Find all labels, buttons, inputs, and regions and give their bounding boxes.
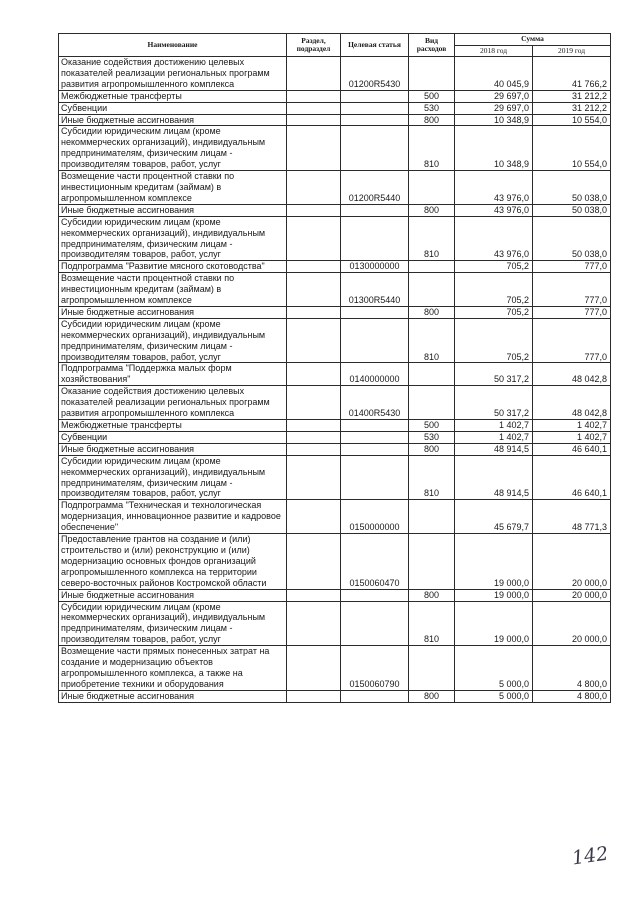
- cell-sum-2018: 29 697,0: [455, 102, 533, 114]
- cell-type: 800: [409, 589, 455, 601]
- cell-section: [287, 90, 341, 102]
- cell-type: [409, 363, 455, 386]
- cell-type: 810: [409, 216, 455, 261]
- cell-name: Иные бюджетные ассигнования: [59, 306, 287, 318]
- cell-sum-2019: 31 212,2: [533, 102, 611, 114]
- cell-type: [409, 534, 455, 590]
- cell-type: 810: [409, 601, 455, 646]
- cell-type: [409, 171, 455, 205]
- table-row: [59, 306, 611, 318]
- cell-sum-2019: 777,0: [533, 318, 611, 363]
- cell-article: [341, 589, 409, 601]
- cell-name: Возмещение части процентной ставки по инвестиционным кредитам (займам) в агропромышленном комплексе: [59, 273, 287, 307]
- cell-section: [287, 500, 341, 534]
- cell-sum-2019: 4 800,0: [533, 690, 611, 702]
- cell-type: [409, 646, 455, 691]
- cell-name: Оказание содействия достижению целевых показателей реализации региональных программ развития агропромышленного комплекса: [59, 386, 287, 420]
- cell-sum-2018: 48 914,5: [455, 455, 533, 500]
- cell-sum-2019: 20 000,0: [533, 589, 611, 601]
- cell-sum-2019: 50 038,0: [533, 216, 611, 261]
- table-row: [59, 690, 611, 702]
- cell-sum-2019: 48 042,8: [533, 363, 611, 386]
- cell-section: [287, 216, 341, 261]
- cell-type: 810: [409, 455, 455, 500]
- cell-article: 01200R5430: [341, 57, 409, 91]
- cell-name: Субсидии юридическим лицам (кроме некоммерческих организаций), индивидуальным предпринимателям, физическим лицам - производителям товаров, работ, услуг: [59, 216, 287, 261]
- cell-article: 0150060790: [341, 646, 409, 691]
- table-row: [59, 443, 611, 455]
- cell-section: [287, 646, 341, 691]
- cell-article: 01400R5430: [341, 386, 409, 420]
- header-sum: Сумма: [455, 34, 611, 46]
- cell-article: [341, 216, 409, 261]
- table-row: [59, 114, 611, 126]
- cell-sum-2018: 19 000,0: [455, 534, 533, 590]
- cell-name: Оказание содействия достижению целевых показателей реализации региональных программ развития агропромышленного комплекса: [59, 57, 287, 91]
- header-year-2018: 2018 год: [455, 45, 533, 57]
- table-row: [59, 363, 611, 386]
- table-row: [59, 646, 611, 691]
- table-row: [59, 261, 611, 273]
- header-year-2019: 2019 год: [533, 45, 611, 57]
- cell-article: [341, 306, 409, 318]
- cell-sum-2018: 45 679,7: [455, 500, 533, 534]
- cell-name: Иные бюджетные ассигнования: [59, 690, 287, 702]
- cell-name: Межбюджетные трансферты: [59, 420, 287, 432]
- cell-sum-2019: 20 000,0: [533, 601, 611, 646]
- table-row: [59, 126, 611, 171]
- cell-type: 810: [409, 126, 455, 171]
- cell-article: [341, 431, 409, 443]
- cell-sum-2019: 46 640,1: [533, 443, 611, 455]
- cell-article: [341, 455, 409, 500]
- cell-name: Предоставление грантов на создание и (или) строительство и (или) реконструкцию и (или) модернизацию основных фондов организаций агропромышленного комплекса на территории северо-восточных районов Костромской области: [59, 534, 287, 590]
- cell-section: [287, 455, 341, 500]
- cell-sum-2019: 777,0: [533, 273, 611, 307]
- budget-document: [58, 33, 610, 703]
- cell-section: [287, 431, 341, 443]
- cell-section: [287, 306, 341, 318]
- cell-sum-2018: 1 402,7: [455, 431, 533, 443]
- cell-section: [287, 386, 341, 420]
- cell-sum-2018: 10 348,9: [455, 126, 533, 171]
- cell-type: 800: [409, 306, 455, 318]
- header-row: [59, 34, 611, 46]
- cell-sum-2019: 10 554,0: [533, 114, 611, 126]
- cell-sum-2019: 48 771,3: [533, 500, 611, 534]
- table-row: [59, 589, 611, 601]
- cell-section: [287, 420, 341, 432]
- cell-name: Подпрограмма "Поддержка малых форм хозяйствования": [59, 363, 287, 386]
- table-row: [59, 455, 611, 500]
- cell-type: 810: [409, 318, 455, 363]
- cell-article: 0130000000: [341, 261, 409, 273]
- cell-sum-2018: 43 976,0: [455, 171, 533, 205]
- cell-sum-2018: 705,2: [455, 318, 533, 363]
- cell-name: Иные бюджетные ассигнования: [59, 589, 287, 601]
- cell-section: [287, 57, 341, 91]
- cell-type: 530: [409, 431, 455, 443]
- cell-section: [287, 204, 341, 216]
- table-row: [59, 420, 611, 432]
- cell-section: [287, 589, 341, 601]
- cell-section: [287, 171, 341, 205]
- cell-type: [409, 57, 455, 91]
- cell-sum-2018: 10 348,9: [455, 114, 533, 126]
- header-type: Вид расходов: [409, 34, 455, 57]
- cell-section: [287, 690, 341, 702]
- table-row: [59, 500, 611, 534]
- cell-name: Возмещение части процентной ставки по инвестиционным кредитам (займам) в агропромышленном комплексе: [59, 171, 287, 205]
- cell-section: [287, 363, 341, 386]
- budget-table: [58, 33, 611, 703]
- cell-sum-2018: 40 045,9: [455, 57, 533, 91]
- cell-sum-2019: 50 038,0: [533, 171, 611, 205]
- cell-article: [341, 601, 409, 646]
- cell-section: [287, 261, 341, 273]
- cell-type: 800: [409, 204, 455, 216]
- cell-type: [409, 273, 455, 307]
- cell-type: 530: [409, 102, 455, 114]
- cell-section: [287, 114, 341, 126]
- cell-section: [287, 126, 341, 171]
- cell-sum-2018: 5 000,0: [455, 646, 533, 691]
- cell-article: [341, 90, 409, 102]
- cell-name: Субсидии юридическим лицам (кроме некоммерческих организаций), индивидуальным предпринимателям, физическим лицам - производителям товаров, работ, услуг: [59, 455, 287, 500]
- cell-article: [341, 126, 409, 171]
- header-name: Наименование: [59, 34, 287, 57]
- cell-type: 800: [409, 443, 455, 455]
- table-row: [59, 386, 611, 420]
- cell-sum-2019: 41 766,2: [533, 57, 611, 91]
- cell-sum-2019: 50 038,0: [533, 204, 611, 216]
- cell-section: [287, 601, 341, 646]
- table-row: [59, 601, 611, 646]
- cell-sum-2018: 43 976,0: [455, 216, 533, 261]
- cell-section: [287, 102, 341, 114]
- cell-sum-2018: 19 000,0: [455, 589, 533, 601]
- cell-name: Подпрограмма "Развитие мясного скотоводства": [59, 261, 287, 273]
- cell-type: 800: [409, 690, 455, 702]
- cell-type: [409, 386, 455, 420]
- cell-sum-2019: 46 640,1: [533, 455, 611, 500]
- cell-sum-2018: 705,2: [455, 273, 533, 307]
- cell-article: 0140000000: [341, 363, 409, 386]
- cell-sum-2019: 1 402,7: [533, 420, 611, 432]
- cell-name: Межбюджетные трансферты: [59, 90, 287, 102]
- cell-name: Подпрограмма "Техническая и технологическая модернизация, инновационное развитие и кадровое обеспечение": [59, 500, 287, 534]
- cell-sum-2019: 48 042,8: [533, 386, 611, 420]
- cell-sum-2019: 4 800,0: [533, 646, 611, 691]
- table-row: [59, 318, 611, 363]
- table-row: [59, 204, 611, 216]
- cell-name: Субвенции: [59, 431, 287, 443]
- cell-name: Субсидии юридическим лицам (кроме некоммерческих организаций), индивидуальным предпринимателям, физическим лицам - производителям товаров, работ, услуг: [59, 318, 287, 363]
- cell-article: 01300R5440: [341, 273, 409, 307]
- cell-type: 800: [409, 114, 455, 126]
- table-row: [59, 431, 611, 443]
- cell-name: Субвенции: [59, 102, 287, 114]
- table-row: [59, 273, 611, 307]
- cell-article: [341, 318, 409, 363]
- cell-sum-2018: 29 697,0: [455, 90, 533, 102]
- cell-sum-2019: 777,0: [533, 306, 611, 318]
- cell-sum-2018: 1 402,7: [455, 420, 533, 432]
- cell-name: Иные бюджетные ассигнования: [59, 443, 287, 455]
- cell-sum-2018: 5 000,0: [455, 690, 533, 702]
- cell-sum-2018: 19 000,0: [455, 601, 533, 646]
- cell-name: Иные бюджетные ассигнования: [59, 114, 287, 126]
- cell-sum-2019: 777,0: [533, 261, 611, 273]
- cell-type: [409, 500, 455, 534]
- cell-section: [287, 534, 341, 590]
- cell-type: 500: [409, 420, 455, 432]
- cell-section: [287, 318, 341, 363]
- header-section: Раздел, подраздел: [287, 34, 341, 57]
- cell-article: [341, 443, 409, 455]
- cell-article: 0150060470: [341, 534, 409, 590]
- header-article: Целевая статья: [341, 34, 409, 57]
- table-row: [59, 171, 611, 205]
- cell-name: Субсидии юридическим лицам (кроме некоммерческих организаций), индивидуальным предпринимателям, физическим лицам - производителям товаров, работ, услуг: [59, 126, 287, 171]
- cell-article: 0150000000: [341, 500, 409, 534]
- cell-article: [341, 204, 409, 216]
- cell-section: [287, 443, 341, 455]
- table-row: [59, 102, 611, 114]
- cell-name: Иные бюджетные ассигнования: [59, 204, 287, 216]
- cell-sum-2018: 50 317,2: [455, 363, 533, 386]
- cell-article: [341, 114, 409, 126]
- cell-sum-2018: 50 317,2: [455, 386, 533, 420]
- table-row: [59, 57, 611, 91]
- cell-sum-2018: 705,2: [455, 261, 533, 273]
- cell-sum-2019: 31 212,2: [533, 90, 611, 102]
- cell-article: [341, 420, 409, 432]
- cell-sum-2018: 48 914,5: [455, 443, 533, 455]
- cell-sum-2019: 20 000,0: [533, 534, 611, 590]
- cell-type: [409, 261, 455, 273]
- cell-article: 01200R5440: [341, 171, 409, 205]
- cell-article: [341, 102, 409, 114]
- cell-sum-2019: 1 402,7: [533, 431, 611, 443]
- table-row: [59, 90, 611, 102]
- cell-article: [341, 690, 409, 702]
- cell-sum-2018: 43 976,0: [455, 204, 533, 216]
- cell-name: Субсидии юридическим лицам (кроме некоммерческих организаций), индивидуальным предпринимателям, физическим лицам - производителям товаров, работ, услуг: [59, 601, 287, 646]
- cell-name: Возмещение части прямых понесенных затрат на создание и модернизацию объектов агропромышленного комплекса, а также на приобретение техники и оборудования: [59, 646, 287, 691]
- cell-sum-2019: 10 554,0: [533, 126, 611, 171]
- handwritten-page-number: 142: [570, 842, 610, 870]
- table-row: [59, 216, 611, 261]
- table-row: [59, 534, 611, 590]
- cell-sum-2018: 705,2: [455, 306, 533, 318]
- cell-type: 500: [409, 90, 455, 102]
- cell-section: [287, 273, 341, 307]
